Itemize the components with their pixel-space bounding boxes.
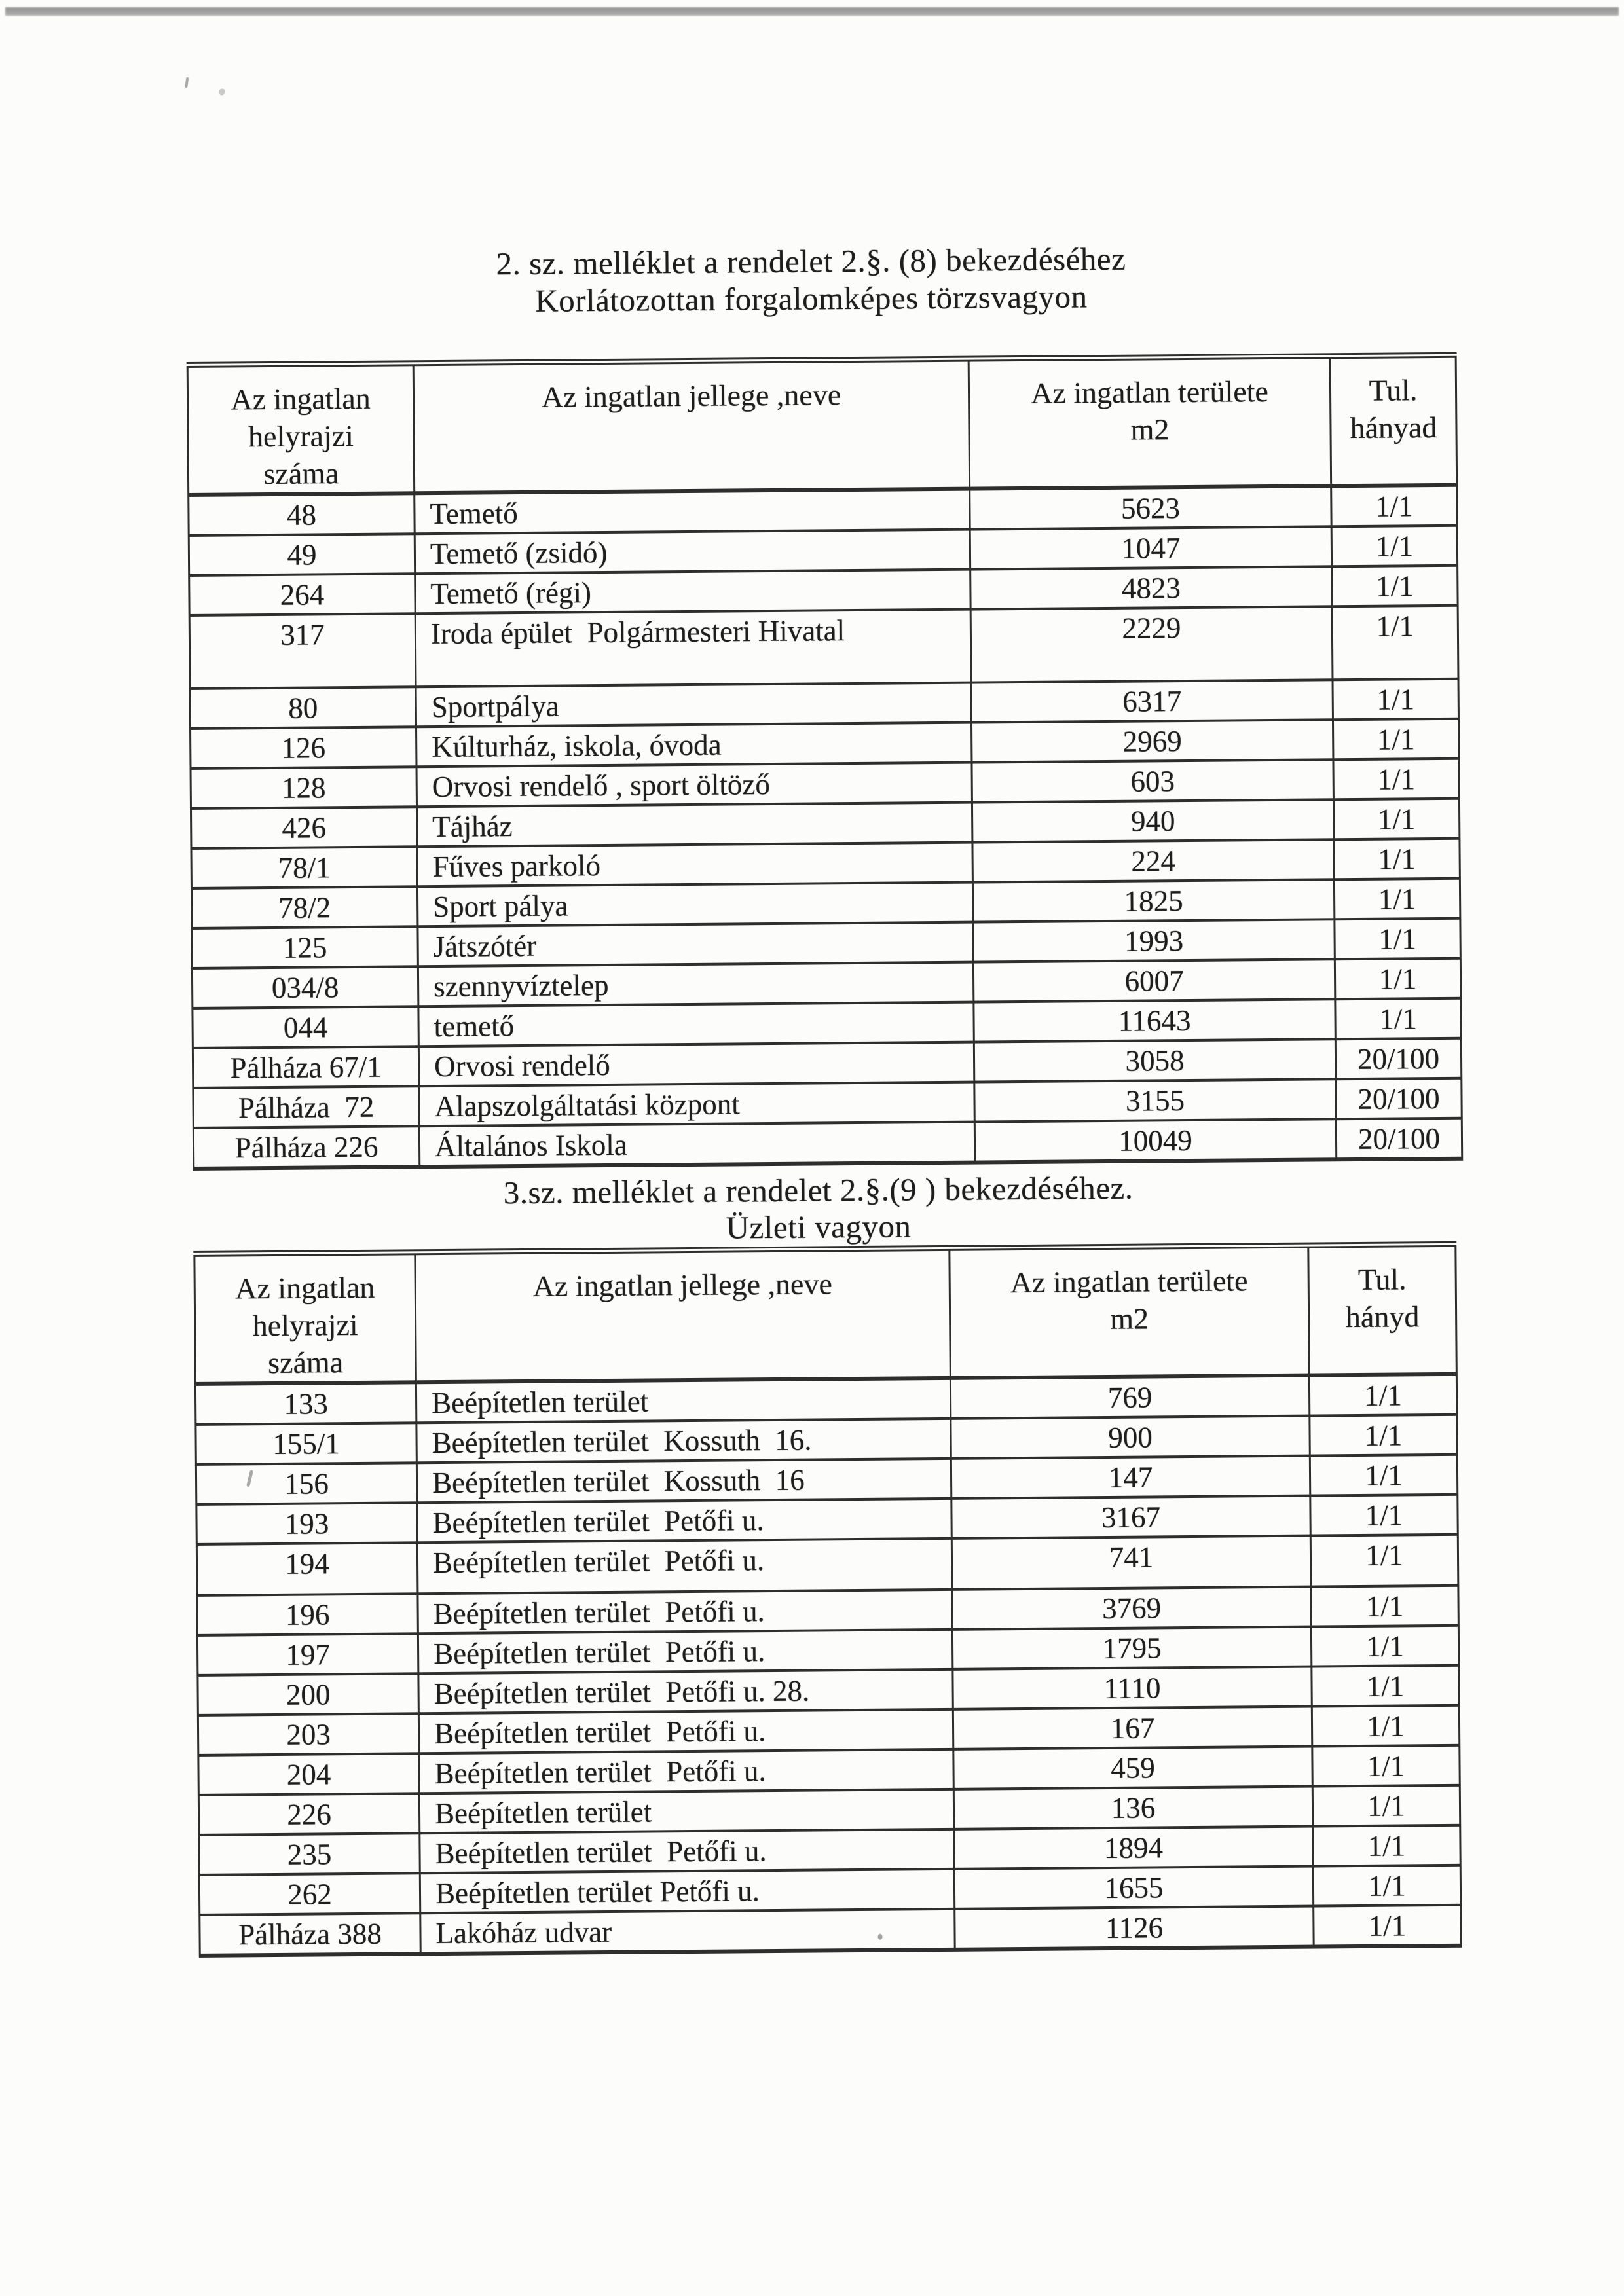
cell-hanyad: 1/1 <box>1310 1495 1458 1536</box>
cell-jellege: Temető <box>415 489 970 534</box>
section2-title <box>6 1166 1624 1252</box>
cell-terulet: 5623 <box>970 486 1331 529</box>
table-row <box>196 1535 1458 1595</box>
cell-jellege: Beépítetlen terület Petőfi u. <box>420 1829 954 1873</box>
cell-jellege: Sportpálya <box>416 683 971 727</box>
cell-hanyad: 1/1 <box>1331 485 1457 527</box>
header-tul-hanyad: Tul. hányad <box>1330 355 1457 486</box>
cell-jellege: Lakóház udvar <box>420 1909 955 1954</box>
cell-jellege: Fűves parkoló <box>417 843 972 887</box>
cell-terulet: 1825 <box>972 879 1334 922</box>
scan-artifact <box>185 77 189 88</box>
section2-title-line2: Üzleti vagyon <box>726 1208 912 1246</box>
cell-hrsz: 264 <box>189 574 415 615</box>
cell-terulet: 11643 <box>974 999 1335 1042</box>
cell-jellege: Kúlturház, iskola, óvoda <box>416 723 972 767</box>
cell-jellege: Beépítetlen terület Petőfi u. <box>417 1499 951 1542</box>
cell-hanyad: 1/1 <box>1311 1586 1458 1627</box>
cell-terulet: 167 <box>953 1707 1312 1749</box>
cell-jellege: Beépítetlen terület Kossuth 16. <box>416 1419 951 1463</box>
section2-title-line1: 3.sz. melléklet a rendelet 2.§.(9 ) bekezdéséhez. <box>503 1169 1134 1211</box>
cell-hanyad: 1/1 <box>1312 1705 1459 1747</box>
header-terulet-m2: Az ingatlan területe m2 <box>969 356 1331 489</box>
table-header-row <box>194 1244 1456 1384</box>
header-tul-hanyad: Tul. hányd <box>1308 1244 1457 1375</box>
cell-hrsz: 133 <box>195 1382 416 1425</box>
cell-jellege: Sport pálya <box>417 883 972 927</box>
cell-jellege: szennyvíztelep <box>418 962 973 1007</box>
cell-terulet: 1655 <box>954 1867 1313 1909</box>
cell-hrsz: 49 <box>189 534 415 575</box>
cell-hanyad: 20/100 <box>1336 1118 1462 1160</box>
cell-hanyad: 1/1 <box>1335 998 1461 1040</box>
cell-jellege: Iroda épület Polgármesteri Hivatal <box>415 610 971 687</box>
header-helyrajzi-szam: Az ingatlan helyrajzi száma <box>194 1252 416 1384</box>
cell-jellege: Orvosi rendelő , sport öltöző <box>416 763 972 807</box>
cell-hanyad: 1/1 <box>1335 958 1460 1000</box>
cell-terulet: 940 <box>972 799 1333 842</box>
cell-terulet: 2229 <box>970 606 1333 682</box>
cell-jellege: Beépítetlen terület Petőfi u. <box>418 1590 952 1633</box>
cell-terulet: 1047 <box>970 526 1331 569</box>
cell-hrsz: 193 <box>196 1503 417 1544</box>
cell-terulet: 603 <box>972 759 1333 802</box>
cell-hanyad: 1/1 <box>1314 1905 1461 1947</box>
cell-hanyad: 1/1 <box>1309 1374 1456 1416</box>
cell-terulet: 3167 <box>951 1496 1310 1539</box>
cell-jellege: Beépítetlen terület Petőfi u. <box>417 1539 952 1594</box>
cell-hrsz: 200 <box>198 1673 418 1715</box>
cell-terulet: 136 <box>953 1787 1312 1829</box>
table-uzleti-vagyon <box>193 1241 1462 1958</box>
cell-hanyad: 1/1 <box>1313 1865 1460 1906</box>
cell-terulet: 1126 <box>955 1906 1314 1950</box>
cell-hanyad: 1/1 <box>1333 679 1458 720</box>
cell-hrsz: 262 <box>199 1873 420 1915</box>
cell-hrsz: 204 <box>198 1753 419 1795</box>
header-helyrajzi-szam: Az ingatlan helyrajzi száma <box>187 363 415 495</box>
cell-jellege: Temető (zsidó) <box>415 530 970 574</box>
cell-hanyad: 1/1 <box>1333 799 1459 840</box>
header-terulet-m2: Az ingatlan területe m2 <box>950 1245 1310 1378</box>
cell-jellege: Beépítetlen terület Petőfi u. 28. <box>418 1669 953 1713</box>
cell-hrsz: 156 <box>196 1463 416 1504</box>
cell-terulet: 1894 <box>954 1827 1313 1869</box>
cell-terulet: 6317 <box>971 680 1333 722</box>
scan-artifact <box>219 89 225 96</box>
table-row <box>189 606 1458 689</box>
section1-title-line1: 2. sz. melléklet a rendelet 2.§. (8) bekezdéséhez <box>496 240 1126 282</box>
cell-hrsz: 155/1 <box>196 1423 416 1465</box>
section1-title <box>0 236 1623 323</box>
cell-jellege: Beépítetlen terület Petőfi u. <box>418 1709 953 1753</box>
cell-terulet: 3769 <box>952 1587 1311 1630</box>
cell-hrsz: 235 <box>199 1833 420 1875</box>
cell-terulet: 3155 <box>974 1079 1336 1121</box>
cell-jellege: Játszótér <box>418 922 973 967</box>
cell-terulet: 741 <box>951 1536 1311 1590</box>
cell-terulet: 224 <box>972 839 1334 882</box>
cell-jellege: Beépítetlen terület <box>419 1789 953 1833</box>
cell-terulet: 1795 <box>952 1627 1311 1669</box>
cell-jellege: Beépítetlen terület Kossuth 16 <box>416 1459 951 1503</box>
cell-hrsz: 80 <box>190 687 416 729</box>
cell-hanyad: 1/1 <box>1311 1626 1458 1667</box>
cell-hanyad: 1/1 <box>1310 1535 1458 1587</box>
cell-hanyad: 1/1 <box>1332 606 1458 680</box>
cell-hanyad: 20/100 <box>1335 1038 1461 1080</box>
cell-hrsz: 197 <box>197 1633 418 1675</box>
cell-hanyad: 1/1 <box>1333 719 1458 760</box>
cell-hrsz: 317 <box>189 613 416 689</box>
header-jellege-neve: Az ingatlan jellege ,neve <box>415 1248 951 1382</box>
cell-terulet: 147 <box>951 1456 1310 1499</box>
cell-hrsz: Pálháza 67/1 <box>193 1046 418 1088</box>
cell-jellege: Tájház <box>416 803 972 847</box>
cell-hrsz: Pálháza 388 <box>200 1913 420 1956</box>
scan-artifact <box>878 1934 883 1940</box>
cell-hanyad: 1/1 <box>1310 1455 1457 1496</box>
cell-jellege: Temető (régi) <box>415 570 970 614</box>
table-korlatozottan-forgalomkepes <box>187 352 1464 1171</box>
cell-hanyad: 1/1 <box>1312 1666 1459 1707</box>
cell-hanyad: 1/1 <box>1335 919 1460 960</box>
cell-hrsz: 128 <box>191 767 416 809</box>
cell-hrsz: Pálháza 226 <box>193 1126 419 1169</box>
cell-jellege: Beépítetlen terület Petőfi u. <box>418 1630 952 1673</box>
cell-hanyad: 1/1 <box>1332 566 1458 607</box>
cell-terulet: 1993 <box>973 919 1335 962</box>
cell-jellege: Beépítetlen terület Petőfi u. <box>420 1869 954 1913</box>
cell-terulet: 4823 <box>970 566 1332 609</box>
cell-hanyad: 1/1 <box>1334 839 1460 880</box>
cell-hrsz: 203 <box>198 1713 418 1755</box>
cell-jellege: Alapszolgáltatási központ <box>419 1082 974 1127</box>
cell-hanyad: 1/1 <box>1333 759 1459 800</box>
cell-hrsz: 034/8 <box>192 966 418 1008</box>
cell-hrsz: 126 <box>191 727 416 769</box>
cell-hrsz: 48 <box>189 493 415 536</box>
cell-hrsz: 125 <box>192 926 418 968</box>
cell-terulet: 769 <box>950 1376 1309 1419</box>
cell-jellege: Beépítetlen terület Petőfi u. <box>419 1749 953 1793</box>
cell-hanyad: 20/100 <box>1336 1078 1462 1120</box>
cell-hrsz: 78/2 <box>191 886 417 928</box>
section1-title-line2: Korlátozottan forgalomképes törzsvagyon <box>535 278 1088 319</box>
cell-hanyad: 1/1 <box>1312 1785 1460 1827</box>
cell-jellege: Beépítetlen terület <box>416 1378 950 1423</box>
cell-hrsz: 194 <box>196 1542 418 1595</box>
header-jellege-neve: Az ingatlan jellege ,neve <box>413 359 970 493</box>
cell-hanyad: 1/1 <box>1313 1825 1460 1867</box>
cell-terulet: 1110 <box>953 1667 1312 1709</box>
cell-hanyad: 1/1 <box>1334 879 1460 920</box>
table-header-row <box>187 355 1456 495</box>
cell-hanyad: 1/1 <box>1331 526 1457 567</box>
cell-terulet: 3058 <box>974 1039 1335 1082</box>
cell-terulet: 2969 <box>971 720 1333 762</box>
cell-hrsz: 044 <box>193 1006 418 1048</box>
cell-jellege: Általános Iskola <box>419 1122 974 1167</box>
cell-hrsz: Pálháza 72 <box>193 1086 419 1128</box>
cell-hanyad: 1/1 <box>1310 1415 1457 1456</box>
cell-terulet: 459 <box>953 1747 1312 1789</box>
cell-hrsz: 426 <box>191 807 416 848</box>
cell-hrsz: 226 <box>198 1793 419 1835</box>
cell-hrsz: 196 <box>197 1594 418 1635</box>
cell-terulet: 900 <box>951 1416 1310 1459</box>
cell-hrsz: 78/1 <box>191 847 417 888</box>
cell-jellege: Orvosi rendelő <box>418 1042 974 1087</box>
cell-hanyad: 1/1 <box>1312 1745 1460 1787</box>
cell-terulet: 10049 <box>974 1119 1336 1162</box>
cell-jellege: temető <box>418 1002 974 1047</box>
cell-terulet: 6007 <box>973 959 1335 1002</box>
